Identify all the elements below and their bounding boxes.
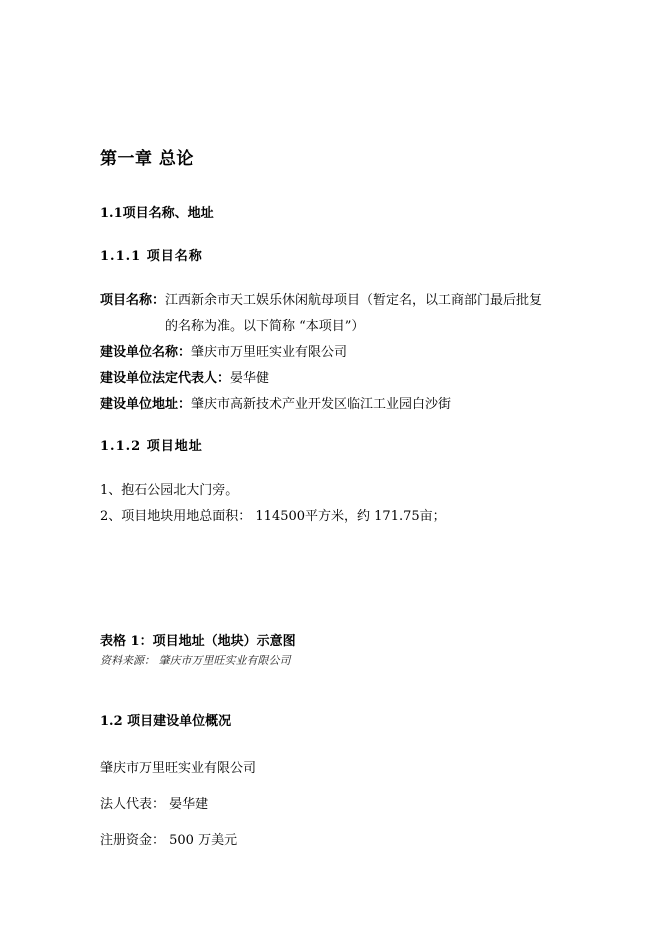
project-name-continuation: 的名称为准。以下简称 “本项目”） <box>165 319 365 334</box>
construction-unit-label: 建设单位名称： <box>100 345 192 360</box>
legal-representative-value: 晏华健 <box>230 371 270 386</box>
address-item-2: 2、项目地块用地总面积： 114500平方米，约 171.75亩； <box>100 509 446 524</box>
construction-address-line <box>100 393 451 412</box>
construction-address-label: 建设单位地址： <box>100 397 192 412</box>
company-representative: 法人代表： 晏华建 <box>100 797 209 812</box>
table-source-note: 资料来源： 肇庆市万里旺实业有限公司 <box>100 654 291 667</box>
section-heading-1-1-2: 1.1.2 项目地址 <box>100 439 203 454</box>
chapter-title: 第一章 总论 <box>100 149 194 169</box>
legal-representative-label: 建设单位法定代表人： <box>100 371 231 386</box>
section-heading-1-1-1: 1.1.1 项目名称 <box>100 249 203 264</box>
construction-unit-value: 肇庆市万里旺实业有限公司 <box>191 345 348 360</box>
project-name-value: 江西新余市天工娱乐休闲航母项目（暂定名，以工商部门最后批复 <box>165 293 543 308</box>
project-name-line <box>100 289 542 308</box>
company-registered-capital: 注册资金： 500 万美元 <box>100 833 238 848</box>
construction-unit-line <box>100 341 347 360</box>
table-caption: 表格 1：项目地址（地块）示意图 <box>100 634 296 649</box>
address-item-1: 1、抱石公园北大门旁。 <box>100 483 239 498</box>
legal-representative-line <box>100 367 269 386</box>
section-heading-1-1: 1.1项目名称、地址 <box>100 206 214 221</box>
project-name-label: 项目名称： <box>100 293 166 308</box>
construction-address-value: 肇庆市高新技术产业开发区临江工业园白沙街 <box>191 397 452 412</box>
company-name: 肇庆市万里旺实业有限公司 <box>100 761 257 776</box>
section-heading-1-2: 1.2 项目建设单位概况 <box>100 714 232 729</box>
